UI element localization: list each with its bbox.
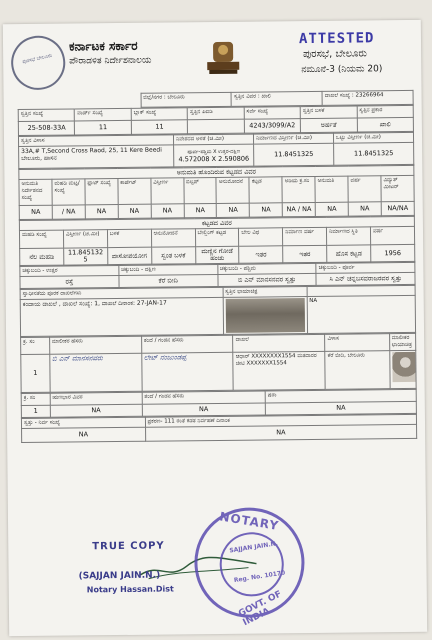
- label-cell: ಒಟ್ಟು ವಿಸ್ತೀರ್ಣ (ಚ.ಮೀ): [333, 132, 413, 143]
- property-photo-label: ಸ್ವತ್ತಿನ ಛಾಯಾಚಿತ್ರ: [223, 287, 307, 298]
- value-cell: NA: [145, 424, 417, 441]
- value-cell: NA: [217, 203, 250, 217]
- label-cell: ಕ್ರ. ಸಂ: [21, 337, 50, 354]
- label-cell: ದಾಖಲೆ: [233, 334, 325, 352]
- label-cell: ವಿಸ್ತೀರ್ಣ: [151, 178, 184, 204]
- site-area: 11.8451325: [254, 143, 334, 166]
- label-cell: ಕ್ರ. ಸಂ: [21, 393, 50, 405]
- value-cell: NA: [118, 204, 151, 218]
- boundary-north-label: ಚಕ್ಕುಬಂದಿ - ಉತ್ತರ: [20, 266, 119, 277]
- label-cell: ಸ್ವತ್ತು - ನಿರ್ವ ಸಂಖ್ಯೆ: [21, 417, 145, 428]
- coords-label: ಪೂರ್ವ-ಪಶ್ಚಿಮ X ಉತ್ತರ-ದಕ್ಷಿಣ: [187, 148, 241, 155]
- form-number: ನಮೂನೆ-3 (ನಿಯಮ 20): [301, 64, 383, 76]
- label-cell: ವಾರ್ಡ್ ಸಂಖ್ಯೆ: [75, 108, 132, 121]
- label-cell: ನಿರ್ಮಾಣ ವರ್ಷ: [283, 227, 327, 245]
- label-cell: ಅನುಮತಿ: [315, 176, 348, 202]
- certificate-table: [18, 90, 418, 443]
- encumbrance-father: NA: [142, 403, 266, 416]
- site-dimensions: [174, 144, 254, 167]
- value-cell: NA/NA: [381, 201, 414, 215]
- property-pid: [188, 119, 245, 134]
- municipality-name: ಪುರಸಭೆ, ಬೇಲೂರು: [303, 48, 367, 61]
- boundary-north: ರಸ್ತೆ: [20, 276, 119, 289]
- floor-area: 11.8451325: [64, 248, 108, 265]
- floor-number: ನೆಲ ಮಹಡಿ: [20, 248, 64, 265]
- value-cell: / NA: [52, 205, 85, 219]
- value-cell: NA: [85, 205, 118, 219]
- ward-number: 11: [75, 120, 132, 135]
- property-type-cell: ಸ್ವತ್ತಿನ ವಿವರ : ಖಾಲಿ: [231, 91, 322, 106]
- boundary-south: ಕೆರೆ ಬೀದಿ: [119, 274, 218, 287]
- label-cell: ವರ್ಷ: [348, 176, 381, 202]
- label-cell: ಋಣಭಾರ ವಿವರ: [50, 392, 142, 405]
- seal-govt-text: GOVT. OF INDIA: [237, 589, 284, 629]
- label-cell: ಬಳಕೆ: [107, 229, 151, 247]
- label-cell: ವಿಸ್ತೀರ್ಣ (ಚ.ಮೀ): [63, 230, 107, 248]
- roof-type: ಇತರ: [239, 246, 283, 263]
- label-cell: ಷರಾ: [265, 389, 416, 403]
- label-cell: ಬೇಲ ವಿಧ: [239, 228, 283, 246]
- label-cell: ಅನುಮೋದನೆ: [151, 229, 195, 247]
- block-number: 11: [131, 120, 188, 135]
- owner-id-document: ಆಧಾರ್ XXXXXXXX1554 ಮತದಾರರ ಚೀಟಿ XXXXXXX1554: [233, 351, 325, 390]
- property-kind: ಖಾಲಿ: [357, 117, 414, 132]
- label-cell: ನಿರ್ಮಾಣದ ಸ್ಥಿತಿ: [327, 227, 371, 245]
- label-cell: ಬೇಲ್ಡಿಂಗ್ ಕಟ್ಟಡ: [195, 228, 239, 246]
- certificate-page: [3, 20, 427, 636]
- total-area: 11.8451325: [334, 142, 414, 165]
- floor-approval: ಸ್ವಂತ ಬಳಕೆ: [151, 247, 195, 264]
- state-emblem-icon: [205, 36, 241, 76]
- boundary-south-label: ಚಕ್ಕುಬಂದಿ - ದಕ್ಷಿಣ: [119, 264, 218, 275]
- seal-notary-text: NOTARY: [218, 509, 281, 534]
- label-cell: ಸ್ವತ್ತಿನ ವಿಳಾಸ: [18, 135, 173, 147]
- label-cell: ಮಾಲೀಕರ ಹೆಸರು: [49, 336, 141, 354]
- seal-text: ಪುರಸಭೆ ಬೇಲೂರು: [21, 52, 53, 66]
- encumbrance-name: NA: [50, 404, 142, 417]
- owner-address: ಕೆರೆ ಬೀದಿ, ಬೇಲೂರು: [325, 351, 390, 390]
- construction-year: 1956: [371, 244, 415, 261]
- label-cell: ಮಾಲೀಕರ ಛಾಯಾಚಿತ್ರ: [389, 333, 416, 350]
- label-cell: ಮಹಡಿ ಮಟ್ಟ/ಸಂಖ್ಯೆ: [52, 179, 85, 205]
- construction-status: ಹೊಸ ಕಟ್ಟಡ: [327, 245, 371, 262]
- property-usage: ಅರ್ಹತೆ: [300, 118, 357, 133]
- label-cell: ಸ್ವತ್ತಿನ ಬಳಕೆ: [300, 106, 357, 119]
- boundary-east: ಸಿ ಎನ್ ಚನ್ನಬಸವರಾಜರವರ ಸ್ವತ್ತು: [316, 272, 415, 285]
- survey-number: 4243/3099/A2: [244, 119, 301, 134]
- property-photo-na: NA: [307, 295, 416, 333]
- value-cell: NA: [250, 203, 283, 217]
- label-cell: ನಿರ್ಮಾಣದ ವಿಸ್ತೀರ್ಣ (ಚ.ಮೀ): [254, 133, 334, 144]
- owner-father-name: ಲೇಟ್ ನಂಜುಂಡಪ್ಪ: [141, 352, 233, 391]
- owner-name: ಬಿ ಎನ್ ಮಾನಸನವರು: [49, 353, 141, 392]
- label-cell: ಸ್ವತ್ತಿನ ಪಿಐಡಿ: [187, 107, 244, 120]
- dept-subtitle: ಪೌರಾಡಳಿತ ನಿರ್ದೇಶನಾಲಯ: [69, 55, 152, 67]
- encumbrance-serial: 1: [21, 405, 50, 417]
- seal-reg-text: Reg. No. 10170: [233, 569, 286, 585]
- label-cell: ಮಹಡಿ ಸಂಖ್ಯೆ: [19, 230, 63, 248]
- label-cell: ವಿದ್ಯುತ್ ಮೀಟರ್: [381, 175, 414, 201]
- label-cell: ಬಿಲ್ಟಪ್: [183, 177, 216, 203]
- municipal-seal: [6, 31, 70, 95]
- property-photo: [223, 297, 307, 335]
- label-cell: ಬ್ಲಾಕ್ ಸಂಖ್ಯೆ: [131, 108, 188, 121]
- encumbrance-remark: NA: [265, 401, 416, 415]
- attested-stamp: ATTESTED: [298, 30, 375, 48]
- label-cell: ಸ್ವತ್ತಿನ ಪ್ರಕಾರ: [357, 105, 414, 118]
- true-copy-stamp: TRUE COPY: [92, 540, 165, 553]
- label-cell: ವರ್ಷ: [370, 226, 414, 244]
- district-cell: ಜಿಲ್ಲೆ/ನಗರ : ಬೇಲೂರು: [141, 92, 232, 107]
- label-cell: ಪ್ರಕರಣ- 111 ರಂತೆ ಕಡತ ನಿರ್ವಹಣೆ ದಿನಾಂಕ: [145, 414, 417, 427]
- coords-value: 4.572008 X 2.590806: [178, 154, 250, 163]
- value-cell: NA / NA: [282, 202, 315, 216]
- boundary-east-label: ಚಕ್ಕುಬಂದಿ - ಪೂರ್ವ: [316, 262, 415, 273]
- notary-seal: [187, 500, 312, 629]
- label-cell: ಅಡಿಯ ಕ್ರ.ಸಂ: [282, 176, 315, 202]
- label-cell: ಸರ್ವೆ ಸಂಖ್ಯೆ: [244, 107, 301, 120]
- property-number: 25-508-33A: [18, 121, 75, 136]
- value-cell: NA: [184, 203, 217, 217]
- value-cell: NA: [348, 202, 381, 216]
- label-cell: ಫ್ಲಾಟ್ ಸಂಖ್ಯೆ: [85, 179, 118, 205]
- documents-value: ಕಂದಾಯ ದಾಖಲೆ , ದಾಖಲೆ ಸಂಖ್ಯೆ: 1, ದಾಖಲೆ ದಿನಾಂಕ: 27-JAN-17: [20, 297, 223, 336]
- boundary-west-label: ಚಕ್ಕುಬಂದಿ - ಪಶ್ಚಿಮ: [217, 263, 316, 274]
- seal-name-text: SAJJAN JAIN.N.: [228, 540, 279, 555]
- record-id-cell: ದಾಖಲೆ ಸಂಖ್ಯೆ : 23266964: [322, 90, 413, 105]
- label-cell: ತಂದೆ / ಗಂಡನ ಹೆಸರು: [141, 335, 233, 353]
- building-section-title: ಕಟ್ಟಡದ ವಿವರ: [19, 216, 414, 230]
- notary-name: (SAJJAN JAIN.N.): [78, 570, 161, 582]
- property-address: 33A,# T,Second Cross Raod, 25, 11 Kere Beedi ಬೇಲೂರು, ಹಾಸನ: [19, 145, 174, 169]
- label-cell: ಅನುಮೋದನೆ: [216, 177, 249, 203]
- value-cell: NA: [19, 205, 52, 219]
- building-type: ಮಣ್ಣಿನ ಗೋಡೆ ಹಂಚು: [195, 246, 239, 263]
- label-cell: ನಿವೇಶನದ ಅಳತೆ (ಚ.ಮೀ): [174, 134, 254, 145]
- value-cell: NA: [315, 202, 348, 216]
- label-cell: ಸ್ವತ್ತಿನ ಸಂಖ್ಯೆ: [18, 109, 75, 122]
- owner-photo: [389, 350, 416, 388]
- dept-title: ಕರ್ನಾಟಕ ಸರ್ಕಾರ: [68, 38, 138, 54]
- value-cell: NA: [22, 427, 146, 442]
- value-cell: NA: [151, 204, 184, 218]
- label-cell: ಕಾರ್ಪೆಟ್: [118, 178, 151, 204]
- owner-serial: 1: [21, 354, 50, 392]
- notary-place: Notary Hassan.Dist: [86, 584, 174, 595]
- documents-label: ಸ್ವಾಧೀನತೆಯ ಪೂರಕ ದಾಖಲೆಗಳು: [20, 287, 223, 299]
- label-cell: ಅನುಮತಿ ನಿರ್ದೇಶನದ ಸಂಖ್ಯೆ: [19, 179, 52, 205]
- floor-use: ವಾಸೋಪಯೋಗ: [107, 247, 151, 264]
- construction-type: ಇತರ: [283, 245, 327, 262]
- label-cell: ಕಟ್ಟಡ: [249, 177, 282, 203]
- permit-section-title: ಅನುಮತಿ ಹೊಂದಿರುವ ಕಟ್ಟಡದ ವಿವರ: [19, 165, 414, 179]
- boundary-west: ಬಿ ಎನ್ ಮಾನಸನವರ ಸ್ವತ್ತು: [217, 273, 316, 286]
- header: [3, 20, 422, 88]
- label-cell: ವಿಳಾಸ: [325, 334, 389, 352]
- label-cell: ತಂದೆ / ಗಂಡನ ಹೆಸರು: [142, 391, 266, 404]
